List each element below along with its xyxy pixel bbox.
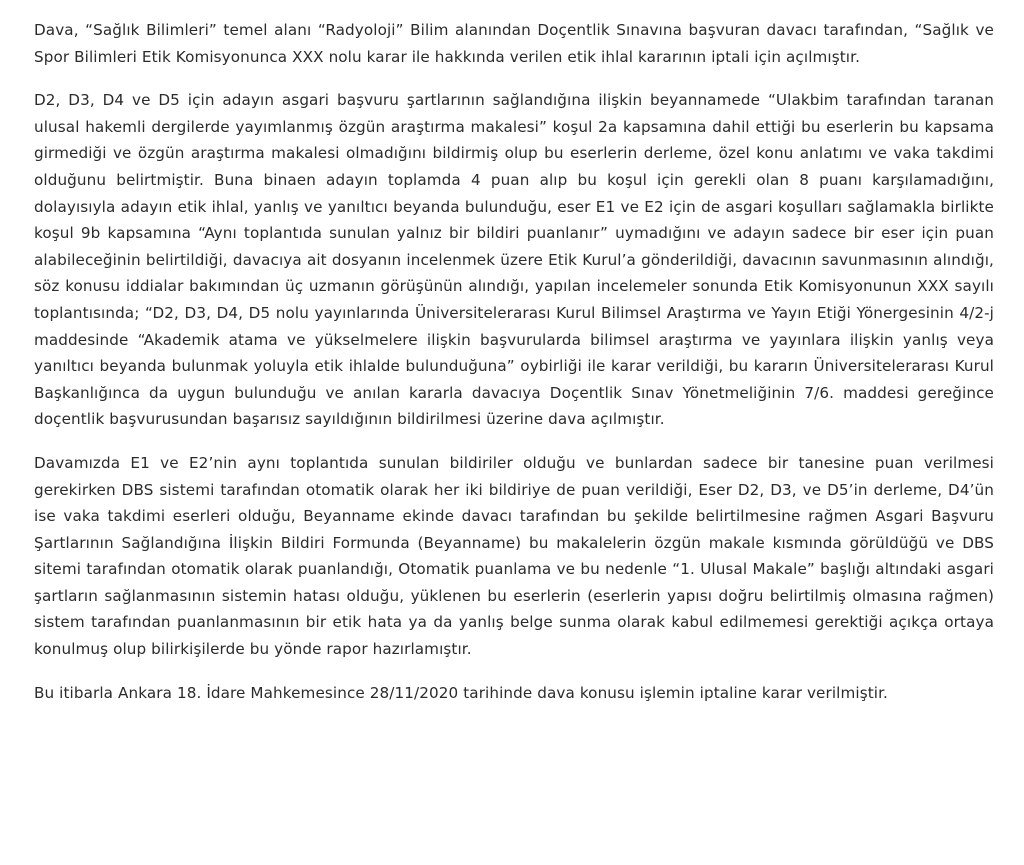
paragraph-court-decision: Bu itibarla Ankara 18. İdare Mahkemesince 28/11/2020 tarihinde dava konusu işlemin iptaline karar verilmiştir. [34, 683, 888, 702]
paragraph-case-intro: Dava, “Sağlık Bilimleri” temel alanı “Radyoloji” Bilim alanından Doçentlik Sınavına başvuran davacı tarafından, “Sağlık ve Spor Bilimleri Etik Komisyonunca XXX nolu karar ile hakkında verilen etik ihlal kararının iptali için açılmıştır. [34, 21, 994, 66]
paragraph-ethics-findings: D2, D3, D4 ve D5 için adayın asgari başvuru şartlarının sağlandığına ilişkin beyannamede “Ulakbim tarafından taranan ulusal hakemli dergilerde yayımlanmış özgün araştırma makalesi” koşul 2a kapsamına dahil ettiği bu eserlerin bu kapsama girmediği ve özgün araştırma makalesi olmadığını bildirmiş olup bu eserlerin derleme, özel konu anlatımı ve vaka takdimi olduğunu belirtmiştir. Buna binaen adayın toplamda 4 puan alıp bu koşul için gerekli olan 8 puanı karşılamadığını, dolayısıyla adayın etik ihlal, yanlış ve yanıltıcı beyanda bulunduğu, eser E1 ve E2 için de asgari koşulları sağlamakla birlikte koşul 9b kapsamına “Aynı toplantıda sunulan yalnız bir bildiri puanlanır” uymadığını ve adayın sadece bir eser için puan alabileceğinin belirtildiği, davacıya ait dosyanın incelenmek üzere Etik Kurul’a gönderildiği, davacının savunmasının alındığı, söz konusu iddialar bakımından üç uzmanın görüşünün alındığı, yapılan incelemeler sonunda Etik Komisyonunun XXX sayılı toplantısında; “D2, D3, D4, D5 nolu yayınlarında Üniversitelerarası Kurul Bilimsel Araştırma ve Yayın Etiği Yönergesinin 4/2-j maddesinde “Akademik atama ve yükselmelere ilişkin başvurularda bilimsel araştırma ve yayınlara ilişkin yanlış veya yanıltıcı beyanda bulunmak yoluyla etik ihlalde bulunduğuna” oybirliği ile karar verildiği, bu kararın Üniversitelerarası Kurul Başkanlığınca da uygun bulunduğu ve anılan kararla davacıya Doçentlik Sınav Yönetmeliğinin 7/6. maddesi gereğince doçentlik başvurusundan başarısız sayıldığının bildirilmesi üzerine dava açılmıştır. [34, 91, 994, 429]
paragraph-defense-argument: Davamızda E1 ve E2’nin aynı toplantıda sunulan bildiriler olduğu ve bunlardan sadece bir tanesine puan verilmesi gerekirken DBS sistemi tarafından otomatik olarak her iki bildiriye de puan verildiği, Eser D2, D3, ve D5’in derleme, D4’ün ise vaka takdimi eserleri olduğu, Beyanname ekinde davacı tarafından bu şekilde belirtilmesine rağmen Asgari Başvuru Şartlarının Sağlandığına İlişkin Bildiri Formunda (Beyanname) bu makalelerin özgün makale kısmında görüldüğü ve DBS sitemi tarafından otomatik olarak puanlandığı, Otomatik puanlama ve bu nedenle “1. Ulusal Makale” başlığı altındaki asgari şartların sağlanmasının sistemin hatası olduğu, yüklenen bu eserlerin (eserlerin yapısı doğru belirtilmiş olmasına rağmen) sistem tarafından puanlanmasının bir etik hata ya da yanlış belge sunma olarak kabul edilmemesi gerektiği açıkça ortaya konulmuş olup bilirkişilerde bu yönde rapor hazırlamıştır. [34, 453, 994, 659]
